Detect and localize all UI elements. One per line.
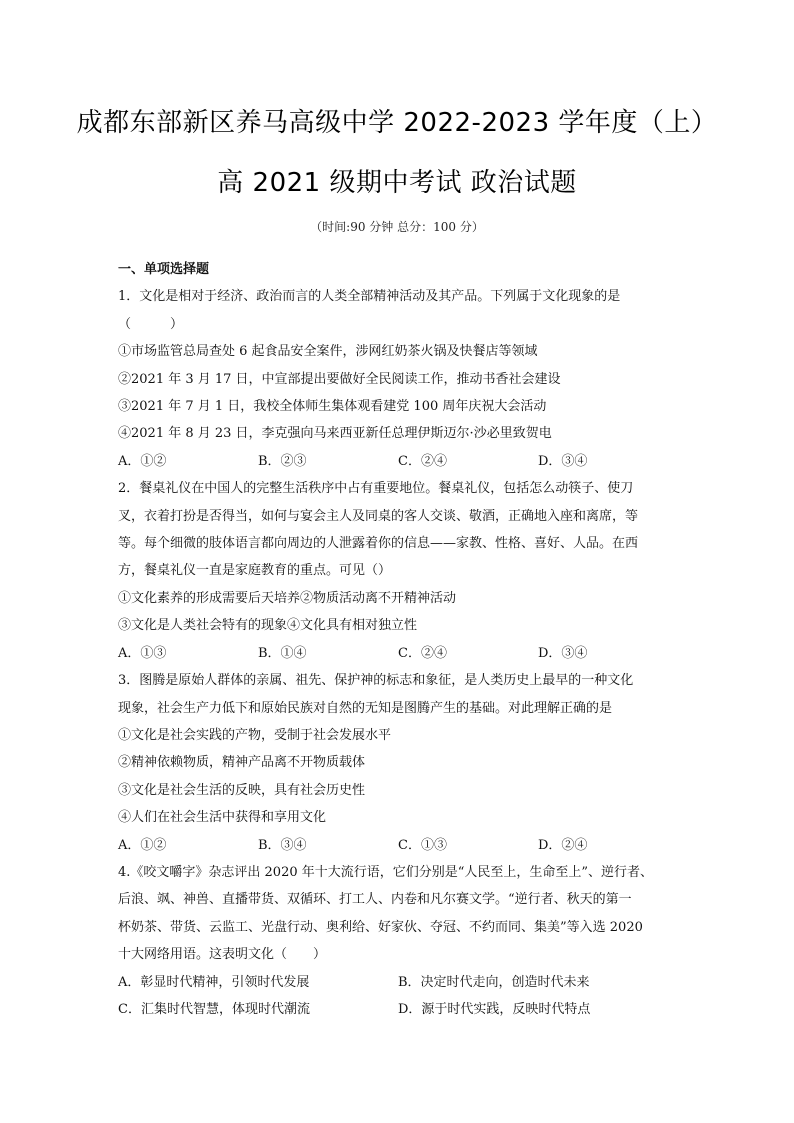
option-b[interactable]: B．③④	[258, 837, 307, 853]
option-c[interactable]: C．①③	[398, 837, 447, 853]
question-stem-line: 后浪、飒、神兽、直播带货、双循环、打工人、内卷和凡尔赛文学。“逆行者、秋天的第一	[118, 892, 632, 908]
statement: ①文化是社会实践的产物，受制于社会发展水平	[118, 727, 392, 743]
option-c[interactable]: C．②④	[398, 645, 447, 661]
question-4	[118, 859, 678, 1023]
question-stem-line: 杯奶茶、带货、云监工、光盘行动、奥利给、好家伙、夺冠、不约而同、集美”等入选 2020	[118, 919, 643, 935]
options-row	[118, 969, 678, 996]
statement: ③文化是人类社会特有的现象④文化具有相对独立性	[118, 618, 418, 634]
options-row	[118, 832, 678, 859]
statement: ③文化是社会生活的反映，具有社会历史性	[118, 782, 366, 798]
exam-title-line1: 成都东部新区养马高级中学 2022-2023 学年度（上）	[76, 108, 718, 138]
option-a[interactable]: A．①②	[118, 453, 167, 469]
option-d[interactable]: D．②④	[538, 837, 588, 853]
option-b[interactable]: B．决定时代走向，创造时代未来	[398, 974, 590, 990]
option-d[interactable]: D．③④	[538, 645, 588, 661]
question-stem-line: （ ）	[118, 316, 184, 332]
question-stem-line: 十大网络用语。这表明文化（ ）	[118, 947, 327, 963]
question-stem-line: 等。每个细微的肢体语言都向周边的人泄露着你的信息——家教、性格、喜好、人品。在西	[118, 536, 639, 552]
question-2	[118, 475, 678, 667]
option-d[interactable]: D．源于时代实践，反映时代特点	[398, 1001, 591, 1017]
question-stem-line: 4.《咬文嚼字》杂志评出 2020 年十大流行语，它们分别是“人民至上，生命至上”、逆行者、	[118, 864, 654, 880]
exam-content	[118, 256, 678, 1023]
option-a[interactable]: A．①②	[118, 837, 167, 853]
option-b[interactable]: B．②③	[258, 453, 307, 469]
question-stem-line: 方，餐桌礼仪一直是家庭教育的重点。可见（）	[118, 563, 392, 579]
option-a[interactable]: A．①③	[118, 645, 167, 661]
question-stem-line: 1．文化是相对于经济、政治而言的人类全部精神活动及其产品。下列属于文化现象的是	[118, 289, 621, 305]
option-d[interactable]: D．③④	[538, 453, 588, 469]
options-row	[118, 996, 678, 1023]
options-row	[118, 448, 678, 475]
question-3	[118, 667, 678, 859]
question-stem-line: 现象，社会生产力低下和原始民族对自然的无知是图腾产生的基础。对此理解正确的是	[118, 700, 613, 716]
statement: ④2021 年 8 月 23 日，李克强向马来西亚新任总理伊斯迈尔·沙必里致贺电	[118, 426, 552, 442]
statement: ③2021 年 7 月 1 日，我校全体师生集体观看建党 100 周年庆祝大会活动	[118, 399, 547, 415]
statement: ②2021 年 3 月 17 日，中宣部提出要做好全民阅读工作，推动书香社会建设	[118, 371, 561, 387]
statement: ②精神依赖物质，精神产品离不开物质载体	[118, 755, 366, 771]
question-stem-line: 2．餐桌礼仪在中国人的完整生活秩序中占有重要地位。餐桌礼仪，包括怎么动筷子、使刀	[118, 481, 634, 497]
option-c[interactable]: C．汇集时代智慧，体现时代潮流	[118, 1001, 310, 1017]
option-c[interactable]: C．②④	[398, 453, 447, 469]
exam-subtitle: （时间:90 分钟 总分：100 分）	[310, 220, 484, 234]
question-stem-line: 3．图腾是原始人群体的亲属、祖先、保护神的标志和象征，是人类历史上最早的一种文化	[118, 673, 634, 689]
statement: ④人们在社会生活中获得和享用文化	[118, 810, 327, 826]
options-row	[118, 640, 678, 667]
option-b[interactable]: B．①④	[258, 645, 307, 661]
exam-title-line2: 高 2021 级期中考试 政治试题	[217, 168, 577, 198]
option-a[interactable]: A．彰显时代精神，引领时代发展	[118, 974, 310, 990]
statement: ①市场监管总局查处 6 起食品安全案件，涉网红奶茶火锅及快餐店等领域	[118, 344, 538, 360]
question-stem-line: 叉，衣着打扮是否得当，如何与宴会主人及同桌的客人交谈、敬酒，正确地入座和离席，等	[118, 508, 639, 524]
statement: ①文化素养的形成需要后天培养②物质活动离不开精神活动	[118, 590, 457, 606]
section-title: 一、单项选择题	[118, 262, 210, 277]
question-1	[118, 283, 678, 475]
